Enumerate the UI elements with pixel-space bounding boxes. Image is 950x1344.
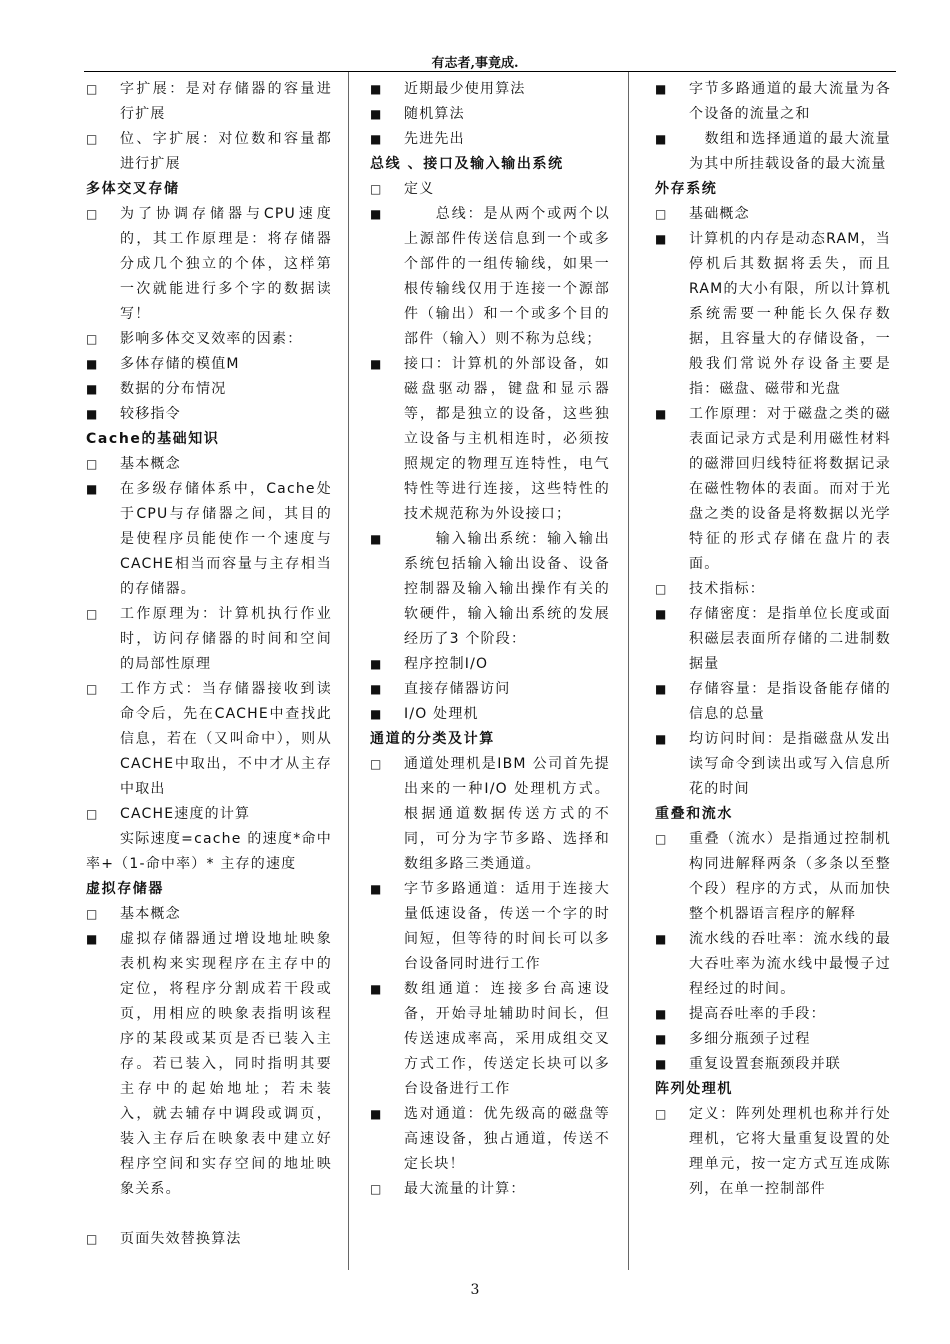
hollow-square-bullet-icon: □: [86, 807, 99, 821]
list-item-text: 字扩展：是对存储器的容量进行扩展: [120, 81, 332, 122]
list-item-text: 位、字扩展：对位数和容量都进行扩展: [120, 131, 332, 172]
list-item: [86, 352, 332, 377]
hollow-square-bullet-icon: □: [86, 457, 99, 471]
list-item-text: 接口：计算机的外部设备，如磁盘驱动器，键盘和显示器等，都是独立的设备，这些独立设备与主机相连时，必须按照规定的物理互连特性，电气特性等进行连接，这些特性的技术规范称为外设接口；: [404, 356, 610, 522]
list-item-text: 先进先出: [404, 131, 465, 147]
list-item-text: 选对通道：优先级高的磁盘等高速设备，独占通道，传送不定长块！: [404, 1106, 610, 1172]
filled-square-bullet-icon: ■: [370, 207, 383, 221]
list-item: [655, 602, 891, 677]
hollow-square-bullet-icon: □: [86, 332, 99, 346]
list-item: [86, 677, 332, 802]
filled-square-bullet-icon: ■: [370, 882, 383, 896]
list-item: [86, 477, 332, 602]
list-item-text: 输入输出系统：输入输出系统包括输入输出设备、设备控制器及输入输出操作有关的软硬件，输入输出系统的发展经历了3 个阶段：: [404, 531, 610, 647]
header-rule: [84, 71, 896, 72]
hollow-square-bullet-icon: □: [86, 207, 99, 221]
list-item: [655, 402, 891, 577]
section-heading: 外存系统: [655, 181, 718, 197]
filled-square-bullet-icon: ■: [655, 1032, 668, 1046]
filled-square-bullet-icon: ■: [655, 407, 668, 421]
list-item-text: 页面失效替换算法: [120, 1231, 242, 1247]
filled-square-bullet-icon: ■: [655, 132, 668, 146]
list-item: [86, 602, 332, 677]
list-item-text: 数组和选择通道的最大流量为其中所挂载设备的最大流量: [689, 131, 891, 172]
list-item: [370, 177, 610, 202]
list-item-text: 存储容量：是指设备能存储的信息的总量: [689, 681, 891, 722]
hollow-square-bullet-icon: □: [370, 757, 383, 771]
hollow-square-bullet-icon: □: [86, 907, 99, 921]
list-item-text: 计算机的内存是动态RAM，当停机后其数据将丢失，而且RAM的大小有限，所以计算机系统需要一种能长久保存数据，且容量大的存储设备，一般我们常说外存设备主要是指：磁盘、磁带和光盘: [689, 231, 891, 397]
column-middle: [370, 77, 610, 1202]
list-item-text: 重叠（流水）是指通过控制机构同进解释两条（多条以至整个段）程序的方式，从而加快整个机器语言程序的解释: [689, 831, 891, 922]
list-item: [370, 527, 610, 652]
list-item: [86, 452, 332, 477]
list-item-text: 多体存储的模值M: [120, 356, 240, 372]
list-item: [86, 127, 332, 177]
list-item: [655, 127, 891, 177]
list-item-text: 基础概念: [689, 206, 750, 222]
filled-square-bullet-icon: ■: [370, 1107, 383, 1121]
list-item-text: 提高吞吐率的手段：: [689, 1006, 826, 1022]
filled-square-bullet-icon: ■: [655, 732, 668, 746]
column-divider: [628, 72, 629, 1270]
list-item: [655, 577, 891, 602]
list-item: [655, 1102, 891, 1202]
list-item: [86, 202, 332, 327]
list-item: [370, 702, 610, 727]
section-heading: 虚拟存储器: [86, 881, 164, 897]
list-item-text: 为了协调存储器与CPU速度的，其工作原理是：将存储器分成几个独立的个体，这样第一次就能进行多个字的数据读写！: [120, 206, 332, 322]
filled-square-bullet-icon: ■: [370, 107, 383, 121]
list-item-text: 重复设置套瓶颈段并联: [689, 1056, 841, 1072]
list-item: [370, 677, 610, 702]
filled-square-bullet-icon: ■: [370, 657, 383, 671]
filled-square-bullet-icon: ■: [86, 407, 99, 421]
filled-square-bullet-icon: ■: [655, 682, 668, 696]
list-item-text: 多细分瓶颈子过程: [689, 1031, 811, 1047]
list-item: [370, 652, 610, 677]
list-item-text: 数据的分布情况: [120, 381, 227, 397]
hollow-square-bullet-icon: □: [655, 582, 668, 596]
filled-square-bullet-icon: ■: [86, 482, 99, 496]
list-item-text: 基本概念: [120, 906, 181, 922]
filled-square-bullet-icon: ■: [370, 132, 383, 146]
page-header: 有志者,事竟成.: [431, 56, 519, 71]
list-item: [86, 377, 332, 402]
list-item-text: 数组通道：连接多台高速设备，开始寻址辅助时间长，但传送速成率高，采用成组交叉方式工作，传送定长块可以多台设备进行工作: [404, 981, 610, 1097]
hollow-square-bullet-icon: □: [655, 1107, 668, 1121]
list-item: [86, 902, 332, 927]
list-item: [86, 927, 332, 1202]
list-item-text: 在多级存储体系中，Cache处于CPU与存储器之间，其目的是使程序员能使作一个速度与CACHE相当而容量与主存相当的存储器。: [120, 481, 332, 597]
list-item-text: 近期最少使用算法: [404, 81, 526, 97]
list-item: [370, 102, 610, 127]
section-heading: Cache的基础知识: [86, 431, 220, 447]
list-item-text: 直接存储器访问: [404, 681, 511, 697]
list-item: [655, 202, 891, 227]
list-item-text: 随机算法: [404, 106, 465, 122]
list-item-text: 虚拟存储器通过增设地址映象表机构来实现程序在主存中的定位，将程序分割成若干段或页，用相应的映象表指明该程序的某段或某页是否已装入主存。若已装入，同时指明其要主存中的起始地址；若未装入，就去辅存中调段或调页，装入主存后在映象表中建立好程序空间和实存空间的地址映象关系。: [120, 931, 332, 1197]
list-item: [370, 877, 610, 977]
filled-square-bullet-icon: ■: [655, 607, 668, 621]
list-item: [655, 227, 891, 402]
filled-square-bullet-icon: ■: [655, 1057, 668, 1071]
hollow-square-bullet-icon: □: [86, 82, 99, 96]
column-divider: [348, 72, 349, 1270]
hollow-square-bullet-icon: □: [655, 832, 668, 846]
blank-line: [86, 1202, 332, 1227]
list-item-text: 字节多路通道的最大流量为各个设备的流量之和: [689, 81, 891, 122]
hollow-square-bullet-icon: □: [86, 682, 99, 696]
filled-square-bullet-icon: ■: [370, 982, 383, 996]
list-item: [655, 677, 891, 727]
section-heading: 通道的分类及计算: [370, 731, 495, 747]
list-item-text: 工作原理：对于磁盘之类的磁表面记录方式是利用磁性材料的磁滞回归线特征将数据记录在磁性物体的表面。而对于光盘之类的设备是将数据以光学特征的形式存储在盘片的表面。: [689, 406, 891, 572]
list-item-text: 较移指令: [120, 406, 181, 422]
filled-square-bullet-icon: ■: [86, 932, 99, 946]
section-heading: 阵列处理机: [655, 1081, 733, 1097]
filled-square-bullet-icon: ■: [370, 682, 383, 696]
list-item: [370, 752, 610, 877]
list-item: [655, 1002, 891, 1027]
list-item-text: 定义：阵列处理机也称并行处理机，它将大量重复设置的处理单元，按一定方式互连成陈列，在单一控制部件: [689, 1106, 891, 1197]
column-right: [655, 77, 891, 1202]
list-item: [86, 402, 332, 427]
section-heading: 重叠和流水: [655, 806, 733, 822]
list-item-text: 定义: [404, 181, 435, 197]
list-item: [86, 77, 332, 127]
list-item: [86, 1227, 332, 1252]
list-item-text: 基本概念: [120, 456, 181, 472]
filled-square-bullet-icon: ■: [655, 932, 668, 946]
list-item-text: 存储密度：是指单位长度或面积磁层表面所存储的二进制数据量: [689, 606, 891, 672]
list-item: [86, 802, 332, 827]
page-number: 3: [470, 1282, 480, 1298]
filled-square-bullet-icon: ■: [370, 707, 383, 721]
list-item-text: 影响多体交叉效率的因素：: [120, 331, 303, 347]
list-item: [655, 77, 891, 127]
list-item-text: 最大流量的计算：: [404, 1181, 526, 1197]
column-left: [86, 77, 332, 1252]
list-item-text: CACHE速度的计算: [120, 806, 251, 822]
filled-square-bullet-icon: ■: [370, 532, 383, 546]
list-item-text: 工作方式：当存储器接收到读命令后，先在CACHE中查找此信息，若在（又叫命中），则从CACHE中取出，不中才从主存中取出: [120, 681, 332, 797]
list-item: [370, 127, 610, 152]
list-item: [655, 927, 891, 1002]
list-item: [370, 77, 610, 102]
list-item-text: 均访问时间：是指磁盘从发出读写命令到读出或写入信息所花的时间: [689, 731, 891, 797]
list-item: [370, 977, 610, 1102]
list-item: [370, 1177, 610, 1202]
list-item: [370, 352, 610, 527]
hollow-square-bullet-icon: □: [655, 207, 668, 221]
list-item: [655, 1027, 891, 1052]
list-item-text: 流水线的吞吐率：流水线的最大吞吐率为流水线中最慢子过程经过的时间。: [689, 931, 891, 997]
hollow-square-bullet-icon: □: [370, 182, 383, 196]
section-heading: 多体交叉存储: [86, 181, 180, 197]
list-item-text: 字节多路通道：适用于连接大量低速设备，传送一个字的时间短，但等待的时间长可以多台设备同时进行工作: [404, 881, 610, 972]
hollow-square-bullet-icon: □: [86, 132, 99, 146]
list-item: [655, 1052, 891, 1077]
list-item-text: 工作原理为：计算机执行作业时，访问存储器的时间和空间的局部性原理: [120, 606, 332, 672]
section-heading: 总线 、接口及输入输出系统: [370, 156, 564, 172]
list-item: [370, 202, 610, 352]
list-item-text: 程序控制I/O: [404, 656, 489, 672]
hollow-square-bullet-icon: □: [86, 607, 99, 621]
hollow-square-bullet-icon: □: [370, 1182, 383, 1196]
filled-square-bullet-icon: ■: [370, 357, 383, 371]
list-item: [655, 827, 891, 927]
hollow-square-bullet-icon: □: [86, 1232, 99, 1246]
list-item-text: 通道处理机是IBM 公司首先提出来的一种I/O 处理机方式。根据通道数据传送方式的不同，可分为字节多路、选择和数组多路三类通道。: [404, 756, 610, 872]
list-item-text: I/O 处理机: [404, 706, 479, 722]
list-item-text: 技术指标：: [689, 581, 765, 597]
list-item-text: 总线：是从两个或两个以上源部件传送信息到一个或多个部件的一组传输线，如果一根传输线仅用于连接一个源部件（输出）和一个或多个目的部件（输入）则不称为总线；: [404, 206, 610, 347]
filled-square-bullet-icon: ■: [655, 1007, 668, 1021]
filled-square-bullet-icon: ■: [86, 357, 99, 371]
filled-square-bullet-icon: ■: [370, 82, 383, 96]
filled-square-bullet-icon: ■: [655, 232, 668, 246]
list-item: [86, 327, 332, 352]
list-item: [655, 727, 891, 802]
filled-square-bullet-icon: ■: [86, 382, 99, 396]
list-item: [370, 1102, 610, 1177]
paragraph: 实际速度=cache 的速度*命中率+（1-命中率）* 主存的速度: [86, 831, 332, 872]
filled-square-bullet-icon: ■: [655, 82, 668, 96]
